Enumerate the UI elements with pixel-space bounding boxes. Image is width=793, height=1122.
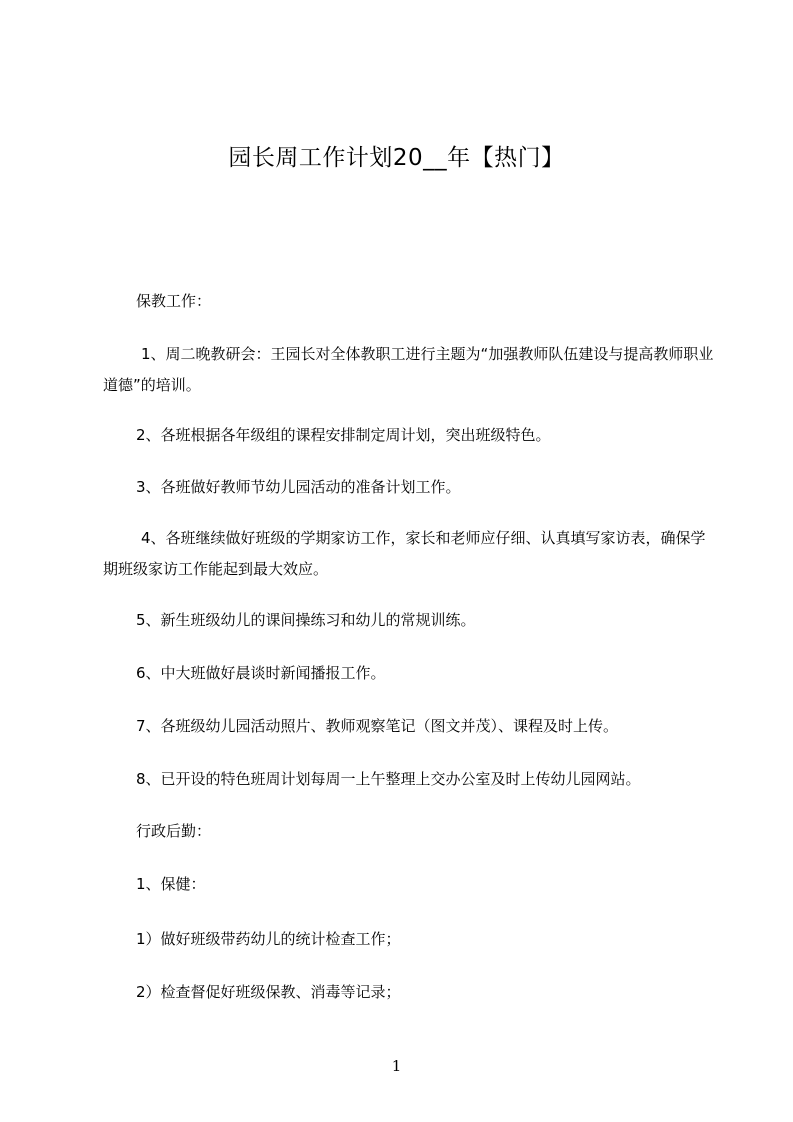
page-number: 1 [391, 1057, 402, 1075]
document-title: 园长周工作计划20__年【热门】 [228, 145, 565, 171]
paragraph-item-7: 7、各班级幼儿园活动照片、教师观察笔记（图文并茂）、课程及时上传。 [136, 717, 619, 735]
paragraph-item-1: 1、周二晚教研会：王园长对全体教职工进行主题为“加强教师队伍建设与提高教师职业道德”的培训。 [103, 345, 714, 394]
section-heading-teaching: 保教工作： [136, 292, 212, 310]
paragraph-health-heading: 1、保健： [136, 875, 206, 893]
paragraph-item-2: 2、各班根据各年级组的课程安排制定周计划，突出班级特色。 [136, 426, 551, 444]
section-heading-admin: 行政后勤： [136, 822, 212, 840]
paragraph-health-item-2: 2）检查督促好班级保教、消毒等记录； [136, 983, 401, 1001]
paragraph-item-5: 5、新生班级幼儿的课间操练习和幼儿的常规训练。 [136, 611, 476, 629]
paragraph-item-3: 3、各班做好教师节幼儿园活动的准备计划工作。 [136, 478, 461, 496]
paragraph-item-4: 4、各班继续做好班级的学期家访工作，家长和老师应仔细、认真填写家访表，确保学期班级家访工作能起到最大效应。 [103, 529, 706, 578]
paragraph-health-item-1: 1）做好班级带药幼儿的统计检查工作； [136, 930, 401, 948]
paragraph-item-6: 6、中大班做好晨谈时新闻播报工作。 [136, 664, 386, 682]
paragraph-item-8: 8、已开设的特色班周计划每周一上午整理上交办公室及时上传幼儿园网站。 [136, 770, 641, 788]
